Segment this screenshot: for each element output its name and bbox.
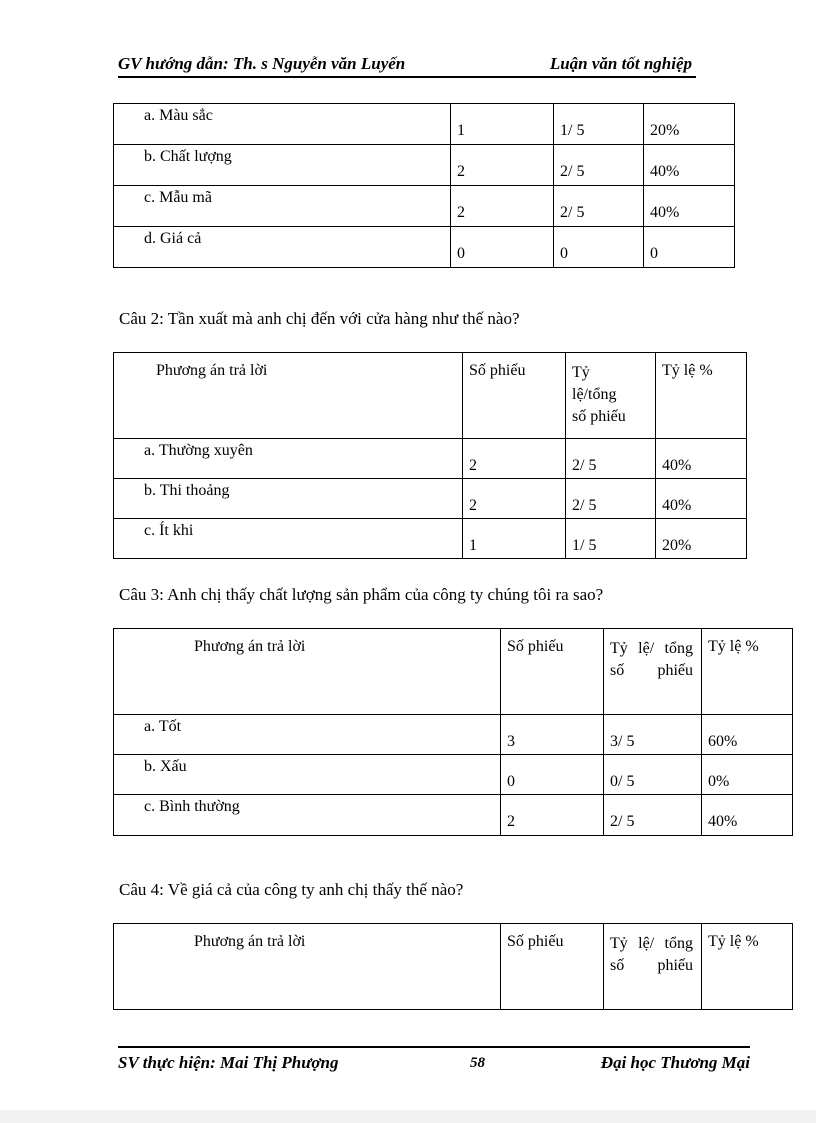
table-row (114, 186, 735, 227)
vote-count: 2 (451, 186, 554, 227)
table-row (114, 479, 747, 519)
vote-percent: 40% (656, 479, 747, 519)
vote-ratio: 2/ 5 (554, 145, 644, 186)
table-row (114, 439, 747, 479)
vote-percent: 20% (644, 104, 735, 145)
vote-count: 3 (501, 715, 604, 755)
header-option: Phương án trả lời (114, 924, 501, 1010)
option-label: a. Màu sắc (114, 104, 451, 145)
option-label: c. Bình thường (114, 795, 501, 836)
header-ratio: Tỷ lệ/tổng số phiếu (566, 353, 656, 439)
vote-count: 1 (463, 519, 566, 559)
vote-count: 2 (451, 145, 554, 186)
table-q2 (113, 352, 713, 559)
option-label: a. Tốt (114, 715, 501, 755)
vote-count: 2 (463, 439, 566, 479)
vote-percent: 40% (644, 145, 735, 186)
vote-ratio: 1/ 5 (566, 519, 656, 559)
table-row (114, 519, 747, 559)
header-option: Phương án trả lời (114, 353, 463, 439)
table-q4 (113, 923, 759, 1010)
table-row (114, 715, 793, 755)
header-percent: Tỷ lệ % (656, 353, 747, 439)
header-ratio: Tỷ lệ/ tổng số phiếu (604, 629, 702, 715)
vote-ratio: 0/ 5 (604, 755, 702, 795)
table-row (114, 104, 735, 145)
vote-ratio: 2/ 5 (566, 439, 656, 479)
header-count: Số phiếu (501, 629, 604, 715)
vote-count: 0 (501, 755, 604, 795)
vote-count: 2 (463, 479, 566, 519)
vote-count: 2 (501, 795, 604, 836)
header-count: Số phiếu (463, 353, 566, 439)
vote-count: 0 (451, 227, 554, 268)
page-number: 58 (470, 1055, 485, 1071)
question-2: Câu 2: Tần xuất mà anh chị đến với cửa hàng như thế nào? (119, 309, 520, 328)
vote-percent: 0% (702, 755, 793, 795)
footer-student: SV thực hiện: Mai Thị Phượng (118, 1053, 339, 1072)
footer-university: Đại học Thương Mại (600, 1053, 750, 1072)
header-ratio: Tỷ lệ/ tổng số phiếu (604, 924, 702, 1010)
vote-percent: 40% (656, 439, 747, 479)
table-row (114, 227, 735, 268)
table-row (114, 145, 735, 186)
option-label: b. Thi thoảng (114, 479, 463, 519)
vote-ratio: 2/ 5 (604, 795, 702, 836)
table-q3 (113, 628, 759, 836)
option-label: d. Giá cả (114, 227, 451, 268)
question-4: Câu 4: Về giá cả của công ty anh chị thấy thế nào? (119, 880, 464, 899)
vote-percent: 40% (644, 186, 735, 227)
table-row (114, 755, 793, 795)
page-header (118, 52, 696, 78)
table-header-row (114, 629, 793, 715)
question-3: Câu 3: Anh chị thấy chất lượng sản phẩm của công ty chúng tôi ra sao? (119, 585, 604, 604)
vote-percent: 60% (702, 715, 793, 755)
page-footer (118, 1046, 750, 1078)
header-advisor: GV hướng dẫn: Th. s Nguyễn văn Luyến (118, 54, 406, 73)
vote-ratio: 3/ 5 (604, 715, 702, 755)
option-label: b. Xấu (114, 755, 501, 795)
option-label: b. Chất lượng (114, 145, 451, 186)
option-label: c. Ít khi (114, 519, 463, 559)
option-label: a. Thường xuyên (114, 439, 463, 479)
header-count: Số phiếu (501, 924, 604, 1010)
vote-ratio: 2/ 5 (566, 479, 656, 519)
vote-ratio: 1/ 5 (554, 104, 644, 145)
header-percent: Tỷ lệ % (702, 629, 793, 715)
vote-count: 1 (451, 104, 554, 145)
table-header-row (114, 924, 793, 1010)
table-q1-continued (113, 103, 686, 268)
vote-percent: 20% (656, 519, 747, 559)
vote-percent: 40% (702, 795, 793, 836)
table-row (114, 795, 793, 836)
bottom-margin-band (0, 1110, 816, 1123)
table-header-row (114, 353, 747, 439)
option-label: c. Mẫu mã (114, 186, 451, 227)
header-doc-type: Luận văn tốt nghiệp (549, 54, 692, 73)
vote-ratio: 0 (554, 227, 644, 268)
vote-percent: 0 (644, 227, 735, 268)
vote-ratio: 2/ 5 (554, 186, 644, 227)
header-option: Phương án trả lời (114, 629, 501, 715)
header-percent: Tỷ lệ % (702, 924, 793, 1010)
